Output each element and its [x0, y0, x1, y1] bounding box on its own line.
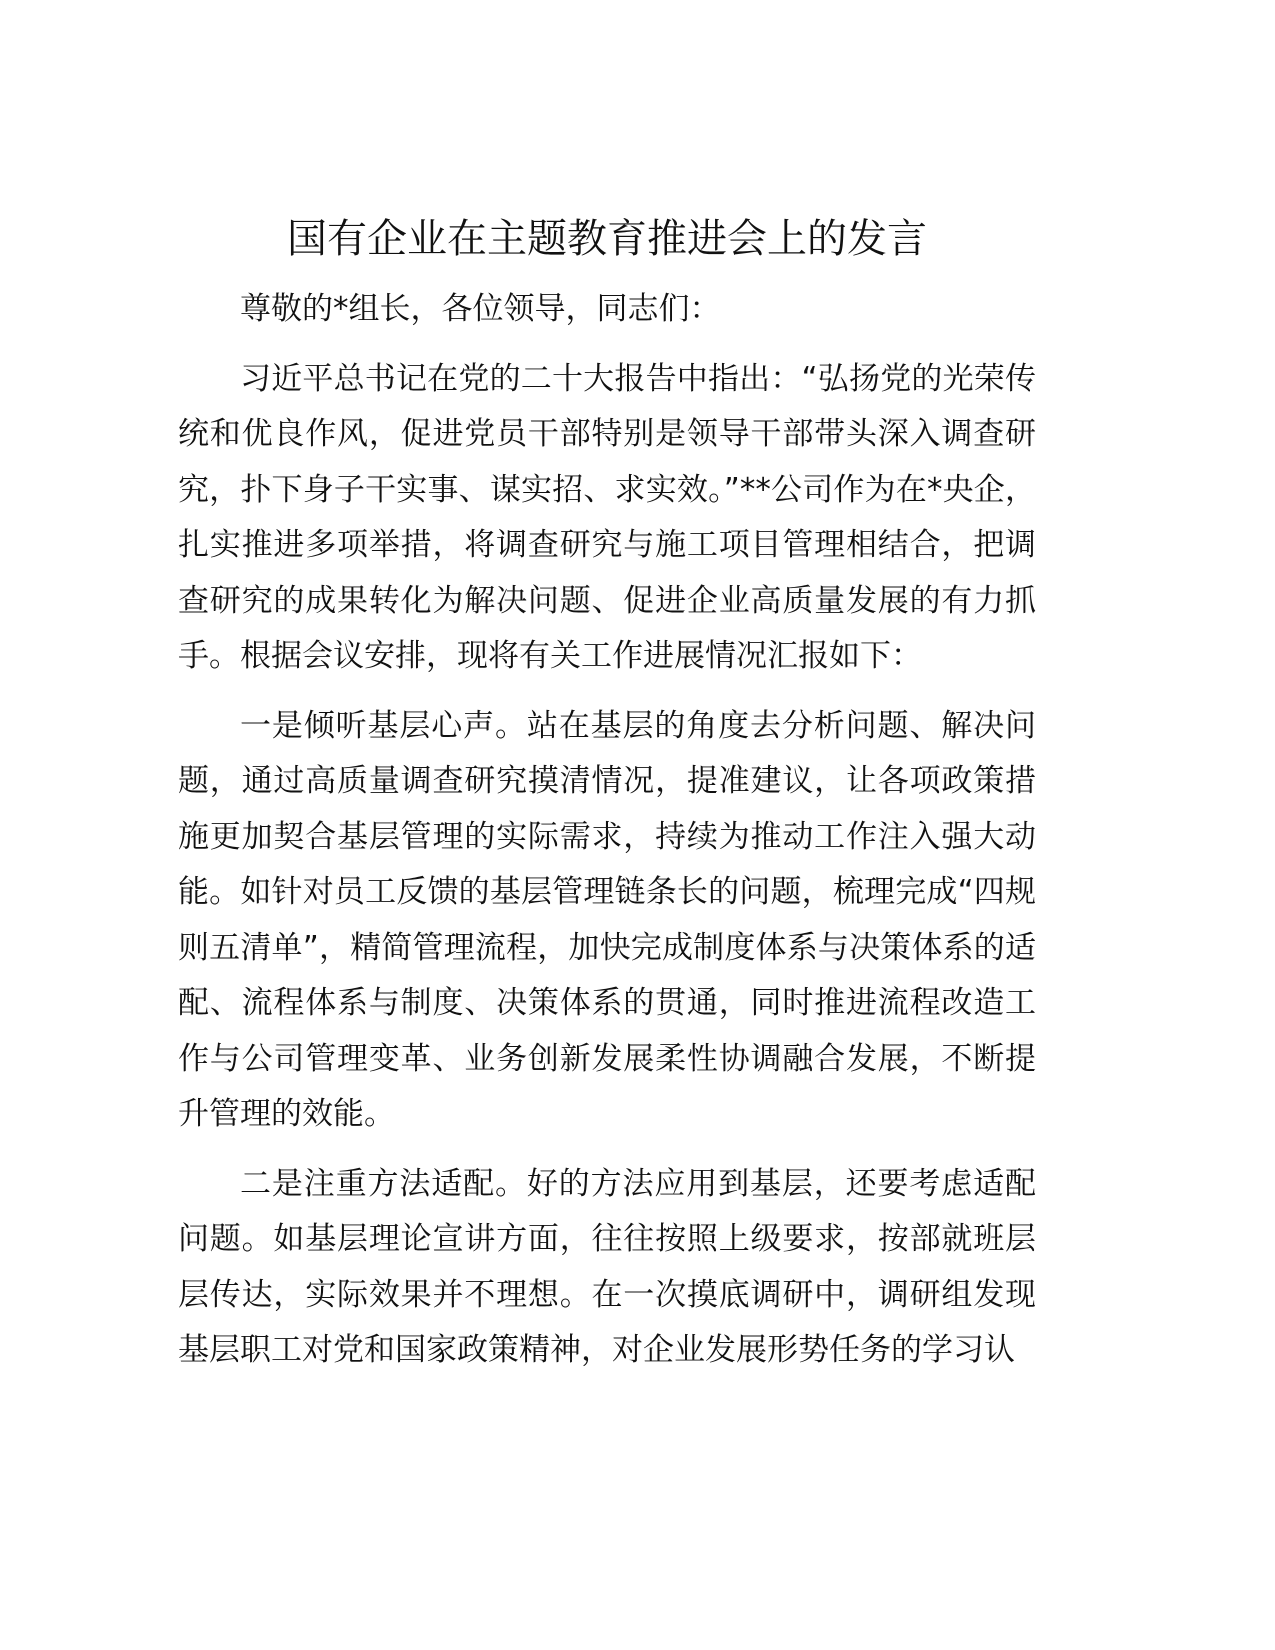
paragraph-intro: 习近平总书记在党的二十大报告中指出：“弘扬党的光荣传统和优良作风，促进党员干部特别是领导干部带头深入调查研究，扑下身子干实事、谋实招、求实效。”**公司作为在*央企，扎实推进多项举措，将调查研究与施工项目管理相结合，把调查研究的成果转化为解决问题、促进企业高质量发展的有力抓手。根据会议安排，现将有关工作进展情况汇报如下： — [178, 360, 1036, 674]
document-title: 国有企业在主题教育推进会上的发言 — [287, 216, 927, 262]
document-page — [178, 208, 1036, 1379]
paragraph-point-two: 二是注重方法适配。好的方法应用到基层，还要考虑适配问题。如基层理论宣讲方面，往往按照上级要求，按部就班层层传达，实际效果并不理想。在一次摸底调研中，调研组发现基层职工对党和国家政策精神，对企业发展形势任务的学习认 — [178, 1165, 1036, 1368]
salutation: 尊敬的*组长，各位领导，同志们： — [240, 291, 721, 327]
paragraph-point-one: 一是倾听基层心声。站在基层的角度去分析问题、解决问题，通过高质量调查研究摸清情况，提准建议，让各项政策措施更加契合基层管理的实际需求，持续为推动工作注入强大动能。如针对员工反馈的基层管理链条长的问题，梳理完成“四规则五清单”，精简管理流程，加快完成制度体系与决策体系的适配、流程体系与制度、决策体系的贯通，同时推进流程改造工作与公司管理变革、业务创新发展柔性协调融合发展，不断提升管理的效能。 — [178, 707, 1036, 1132]
